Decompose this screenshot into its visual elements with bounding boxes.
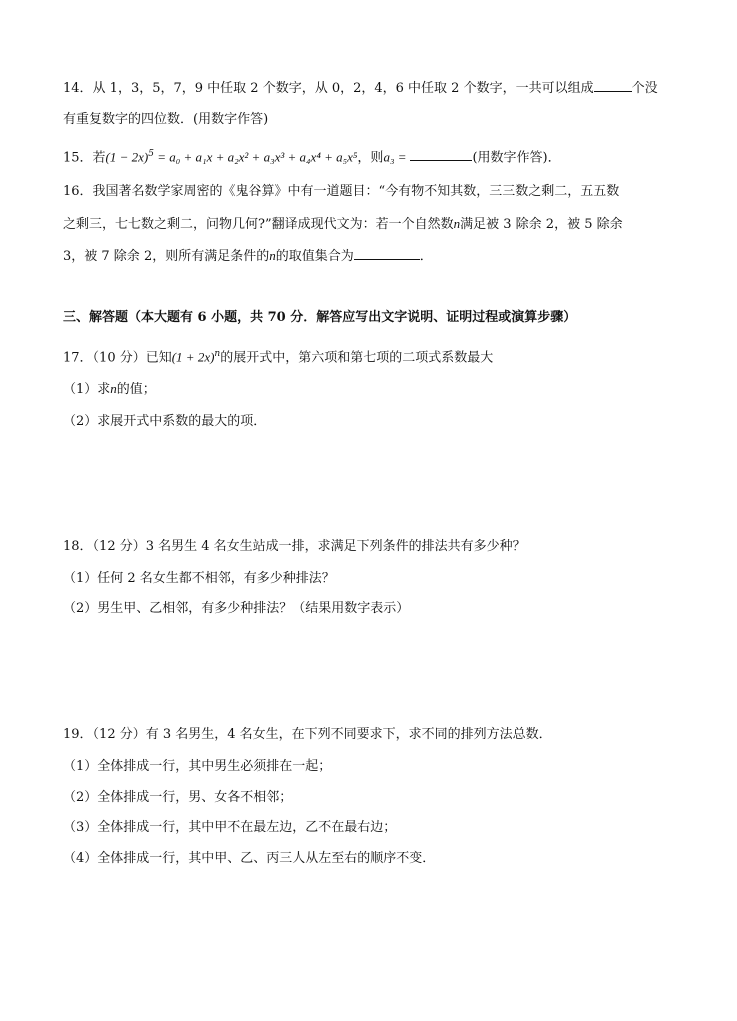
question-19-part-4 (63, 850, 435, 868)
question-17-expression: (1 + 2x) (171, 349, 215, 365)
question-16-line-1 (63, 183, 619, 201)
question-16-var-n: n (453, 216, 461, 231)
question-15-target: a₃ = (383, 149, 407, 165)
question-18-part-1 (63, 570, 335, 588)
question-19-part-4-text: （4）全体排成一行，其中甲、乙、丙三人从左至右的顺序不变． (63, 851, 436, 866)
question-16-text-2b: 满足被 3 除余 2，被 5 除余 (460, 217, 623, 232)
question-17-part-2 (63, 413, 266, 431)
question-14-text-tail: 个没 (631, 81, 658, 96)
question-19 (63, 726, 552, 744)
question-19-part-1 (63, 758, 331, 776)
question-19-part-2 (63, 789, 292, 807)
question-17-part-2-text: （2）求展开式中系数的最大的项． (63, 414, 267, 429)
question-15 (63, 145, 561, 167)
question-19-part-3-text: （3）全体排成一行，其中甲不在最左边，乙不在最右边； (63, 820, 397, 835)
question-17-exponent: n (214, 349, 221, 359)
section-3-heading-text: 三、解答题（本大题有 6 小题，共 70 分．解答应写出文字说明、证明过程或演算步骤） (63, 310, 577, 325)
question-15-expression: (1 − 2x) (105, 149, 149, 165)
question-17 (63, 345, 493, 367)
question-15-expansion: = a₀ + a₁x + a₂x² + a₃x³ + a₄x⁴ + a₅x⁵ (153, 149, 358, 165)
question-17-prefix: 17．（10 分）已知 (63, 350, 172, 366)
question-14-text: 14．从 1，3，5，7，9 中任取 2 个数字，从 0，2，4，6 中任取 2 个数字，一共可以组成 (63, 81, 594, 96)
question-18 (63, 538, 526, 556)
question-18-title: 18．（12 分）3 名男生 4 名女生站成一排，求满足下列条件的排法共有多少种？ (63, 539, 526, 554)
section-3-heading (63, 309, 576, 327)
question-16-text-2a: 之剩三，七七数之剩二，问物几何?”翻译成现代文为：若一个自然数 (63, 217, 454, 232)
question-15-suffix: (用数字作答)． (472, 150, 561, 166)
answer-blank-15 (410, 148, 472, 161)
answer-blank-16 (354, 247, 420, 260)
question-17-part-1 (63, 380, 156, 399)
question-19-part-2-text: （2）全体排成一行，男、女各不相邻； (63, 790, 293, 805)
question-14-text-2: 有重复数字的四位数．(用数字作答) (63, 112, 269, 127)
answer-blank-14 (594, 79, 632, 92)
question-15-middle: ，则 (357, 150, 384, 166)
question-19-title: 19．（12 分）有 3 名男生，4 名女生，在下列不同要求下，求不同的排列方法总数． (63, 727, 552, 742)
question-17-var-n: n (110, 381, 117, 396)
question-18-part-2 (63, 600, 409, 618)
question-16-line-3 (63, 247, 433, 266)
question-18-part-2-text: （2）男生甲、乙相邻，有多少种排法？（结果用数字表示） (63, 601, 410, 616)
question-19-part-3 (63, 819, 396, 837)
question-17-text: 的展开式中，第六项和第七项的二项式系数最大 (220, 350, 494, 366)
question-17-part-1-b: 的值； (116, 382, 156, 397)
question-16-var-n-2: n (269, 248, 276, 263)
question-16-text-1: 16．我国著名数学家周密的《鬼谷算》中有一道题目：“今有物不知其数，三三数之剩二，五五数 (63, 184, 620, 199)
question-18-part-1-text: （1）任何 2 名女生都不相邻，有多少种排法？ (63, 571, 335, 586)
question-16-text-3c: ． (419, 249, 433, 264)
question-16-text-3a: 3，被 7 除余 2，则所有满足条件的 (63, 249, 270, 264)
question-15-prefix: 15．若 (63, 150, 106, 166)
question-17-part-1-a: （1）求 (63, 382, 111, 397)
question-16-line-2 (63, 215, 623, 234)
question-19-part-1-text: （1）全体排成一行，其中男生必须排在一起； (63, 759, 332, 774)
question-16-text-3b: 的取值集合为 (275, 249, 354, 264)
question-15-exponent: 5 (148, 149, 154, 159)
question-14-line-2 (63, 111, 268, 129)
question-14-line-1 (63, 79, 658, 98)
